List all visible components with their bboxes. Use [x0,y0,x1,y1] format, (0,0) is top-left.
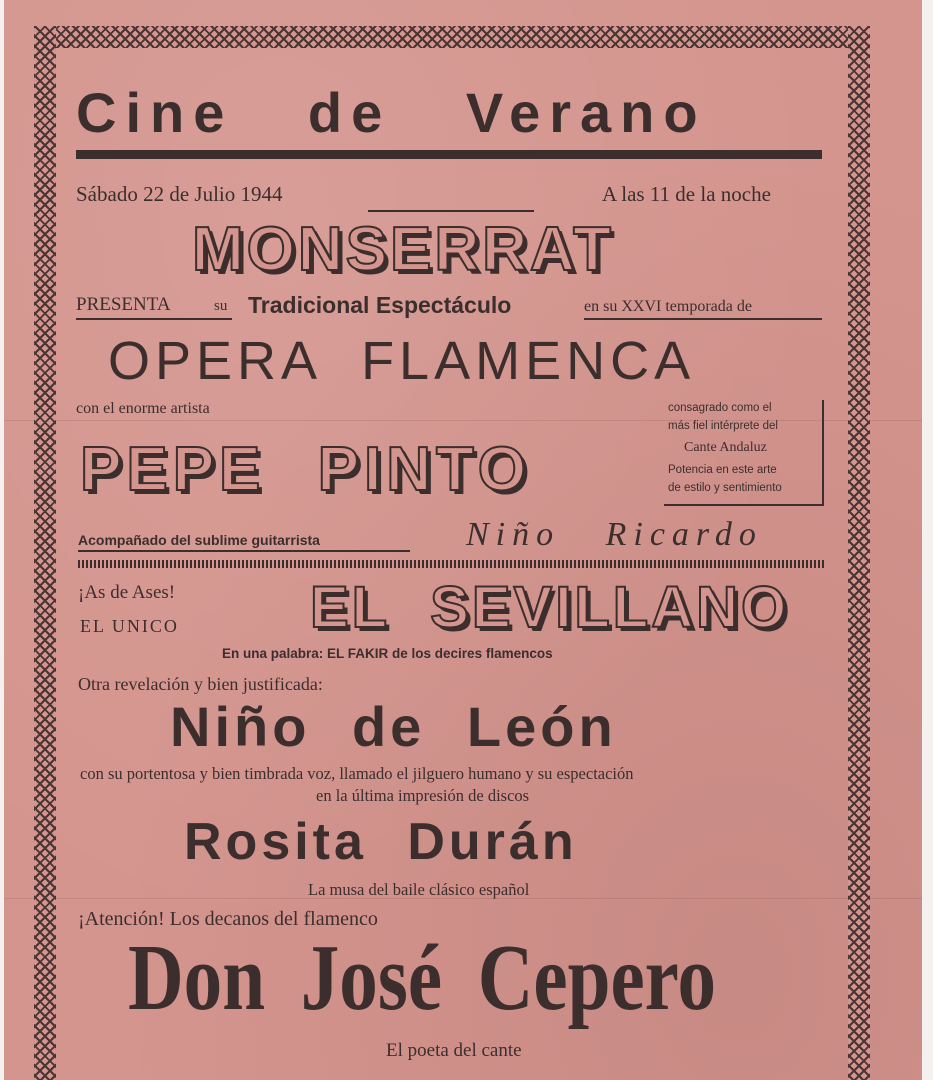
rosita-name: Rosita Durán [184,813,578,871]
season-label: en su XXVI temporada de [584,298,752,315]
poster-sheet [4,0,922,1080]
show-description: Tradicional Espectáculo [248,292,512,318]
sevillano-tagline: En una palabra: EL FAKIR de los decires flamencos [222,646,553,661]
guitar-rule [78,550,410,552]
su-label: su [214,298,228,314]
leon-intro: Otra revelación y bien justificada: [78,674,323,694]
cepero-name: Don José Cepero [128,926,717,1030]
border-right [848,26,870,1080]
sevillano-kicker: ¡As de Ases! [78,582,176,603]
headliner-note: más fiel intérprete del [668,420,778,432]
show-title: OPERA FLAMENCA [108,331,696,391]
event-date: Sábado 22 de Julio 1944 [76,182,283,206]
poster-title: Cine de Verano [76,81,707,144]
guitarist-name: Niño Ricardo [466,516,763,553]
event-time: A las 11 de la noche [602,182,771,206]
leon-description: en la última impresión de discos [316,786,530,805]
headliner-note: de estilo y sentimiento [668,482,782,494]
headliner-note: Cante Andaluz [684,440,767,455]
leon-name: Niño de León [170,695,617,758]
presenta-label: PRESENTA [76,294,171,315]
headliner-intro: con el enorme artista [76,400,210,417]
border-top [34,26,870,48]
cepero-description: El poeta del cante [386,1040,522,1061]
title-rule [76,150,822,159]
sevillano-name: EL SEVILLANO [310,575,790,640]
sevillano-kicker: EL UNICO [80,616,179,636]
short-rule [368,210,534,212]
season-rule [584,318,822,320]
presenter-name: MONSERRAT [192,215,614,284]
cepero-intro: ¡Atención! Los decanos del flamenco [78,908,378,930]
headliner-note: consagrado como el [668,402,772,414]
presenta-rule [76,318,232,320]
rosita-description: La musa del baile clásico español [308,880,530,899]
leon-description: con su portentosa y bien timbrada voz, llamado el jilguero humano y su espectación [80,764,634,783]
hatched-rule [78,560,824,568]
guitar-intro: Acompañado del sublime guitarrista [78,532,320,548]
headliner-name: PEPE PINTO [80,435,531,504]
border-left [34,26,56,1080]
headliner-note: Potencia en este arte [668,464,777,476]
